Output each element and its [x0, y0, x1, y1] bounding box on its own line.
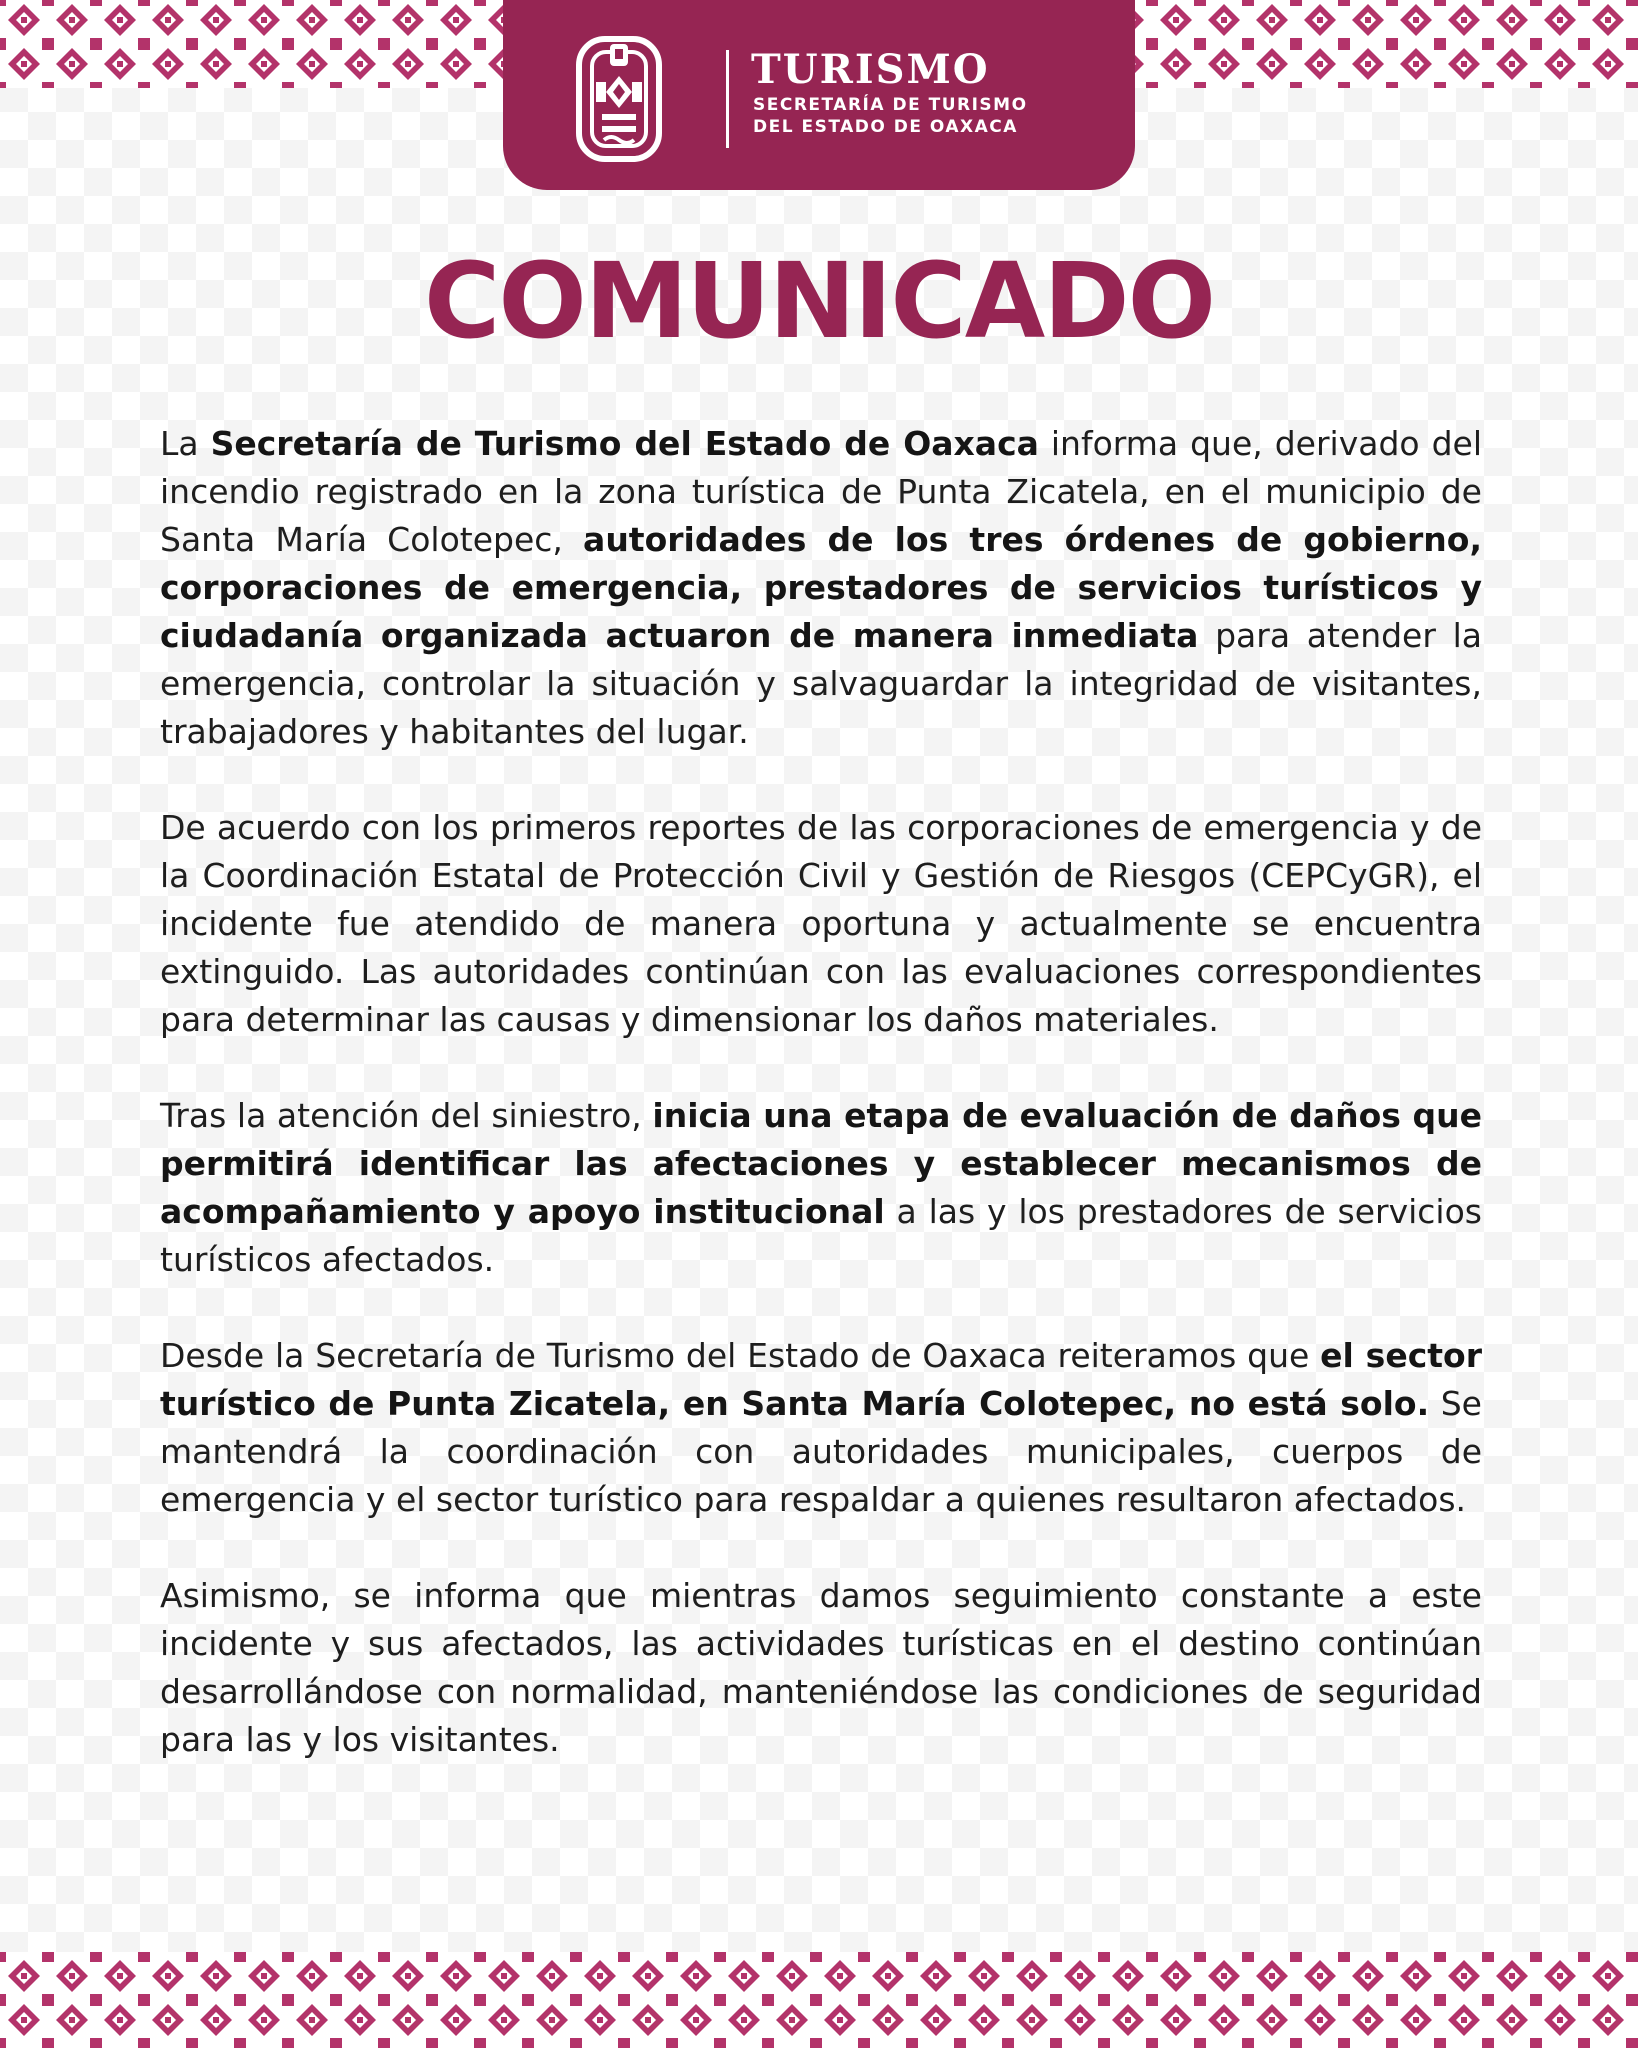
oaxaca-emblem-icon [576, 36, 662, 162]
brand-subtitle-line-1: SECRETARÍA DE TURISMO [753, 95, 1028, 115]
paragraph-text: La [160, 424, 211, 463]
paragraph-text: De acuerdo con los primeros reportes de las corporaciones de emergencia y de la Coordinación Estatal de Protección Civil y Gestión de Riesgos (CEPCyGR), el incidente fue atendido de manera oportuna y actualmente se encuentra extinguido. Las autoridades continúan con las evaluaciones correspondientes para determinar las causas y dimensionar los daños materiales. [160, 808, 1482, 1039]
statement-body [160, 420, 1482, 1812]
statement-paragraph [160, 1332, 1482, 1524]
paragraph-text: a las y los prestadores de servicios turísticos afectados. [160, 1192, 1482, 1279]
decorative-border-bottom [0, 1952, 1638, 2048]
paragraph-text: Se mantendrá la coordinación con autoridades municipales, cuerpos de emergencia y el sector turístico para respaldar a quienes resultaron afectados. [160, 1384, 1482, 1519]
paragraph-text: Asimismo, se informa que mientras damos seguimiento constante a este incidente y sus afectados, las actividades turísticas en el destino continúan desarrollándose con normalidad, manteniéndose las condiciones de seguridad para las y los visitantes. [160, 1576, 1482, 1759]
paragraph-text: para atender la emergencia, controlar la situación y salvaguardar la integridad de visitantes, trabajadores y habitantes del lugar. [160, 616, 1483, 751]
paragraph-text: Tras la atención del siniestro, [160, 1096, 653, 1135]
brand-subtitle-line-2: DEL ESTADO DE OAXACA [753, 117, 1018, 137]
brand-name: TURISMO [751, 46, 990, 93]
header-logo-tab [503, 0, 1135, 190]
paragraph-text: Desde la Secretaría de Turismo del Estado de Oaxaca reiteramos que [160, 1336, 1321, 1375]
paragraph-text: informa que, derivado del incendio registrado en la zona turística de Punta Zicatela, en el municipio de Santa María Colotepec, [160, 424, 1482, 559]
emphasized-text: inicia una etapa de evaluación de daños que permitirá identificar las afectaciones y establecer mecanismos de acompañamiento y apoyo institucional [160, 1096, 1482, 1231]
statement-paragraph [160, 1092, 1482, 1284]
logo-divider [726, 50, 729, 148]
emphasized-text: el sector turístico de Punta Zicatela, en Santa María Colotepec, no está solo. [160, 1336, 1482, 1423]
emphasized-text: Secretaría de Turismo del Estado de Oaxaca [210, 424, 1039, 463]
statement-paragraph [160, 804, 1482, 1044]
page-title: COMUNICADO [424, 240, 1214, 362]
emphasized-text: autoridades de los tres órdenes de gobierno, corporaciones de emergencia, prestadores de servicios turísticos y ciudadanía organizada actuaron de manera inmediata [160, 520, 1482, 655]
statement-paragraph [160, 420, 1482, 756]
statement-paragraph [160, 1572, 1482, 1764]
